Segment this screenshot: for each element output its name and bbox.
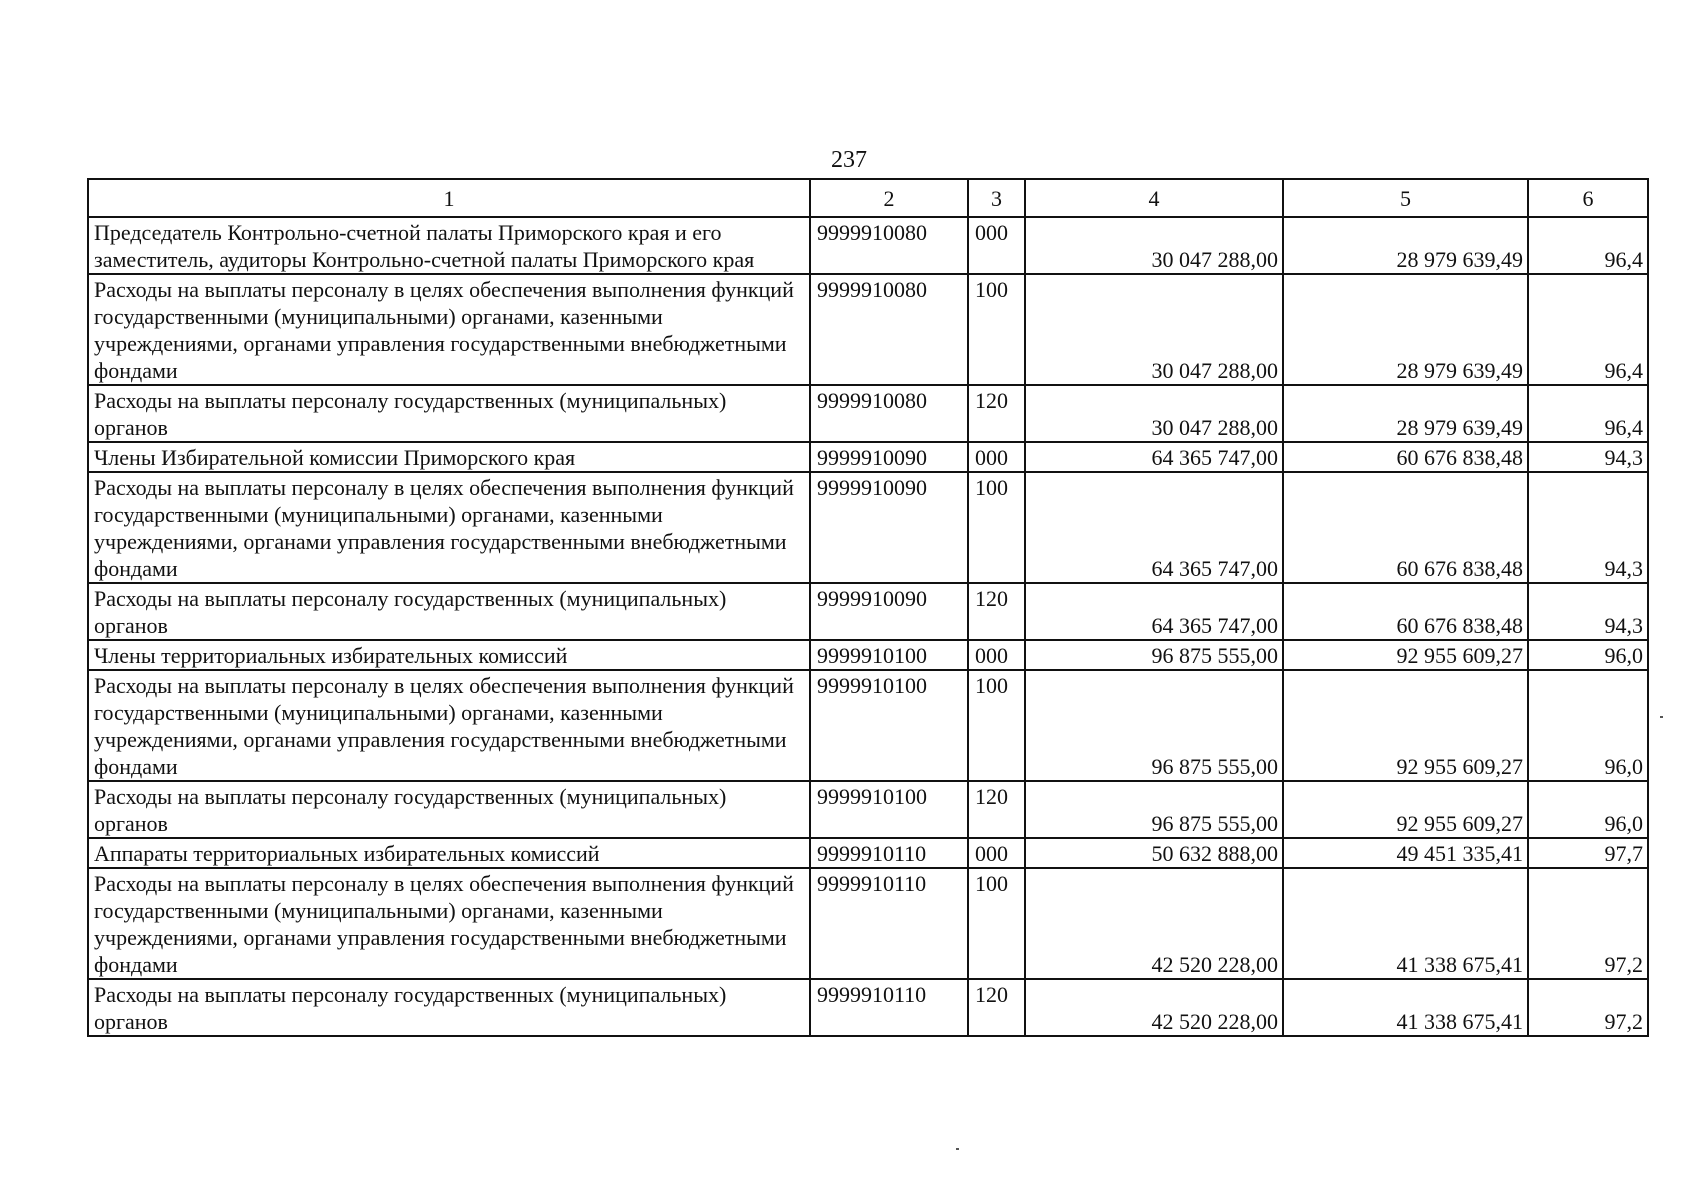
row-percent: 96,0 — [1528, 670, 1648, 781]
row-code: 9999910110 — [810, 979, 968, 1036]
row-code: 9999910110 — [810, 868, 968, 979]
row-plan-amount: 30 047 288,00 — [1025, 385, 1283, 442]
row-name: Расходы на выплаты персоналу в целях обеспечения выполнения функций государственными (муниципальными) органами, казенными учреждениями, органами управления государственными внебюджетными фондами — [88, 670, 810, 781]
row-percent: 96,4 — [1528, 274, 1648, 385]
row-expense-type: 100 — [968, 670, 1025, 781]
row-fact-amount: 92 955 609,27 — [1283, 781, 1528, 838]
row-expense-type: 120 — [968, 583, 1025, 640]
page-number: 237 — [831, 147, 867, 173]
row-plan-amount: 96 875 555,00 — [1025, 670, 1283, 781]
row-fact-amount: 60 676 838,48 — [1283, 442, 1528, 472]
row-percent: 96,0 — [1528, 781, 1648, 838]
row-expense-type: 100 — [968, 472, 1025, 583]
row-name: Расходы на выплаты персоналу государственных (муниципальных) органов — [88, 583, 810, 640]
row-name: Расходы на выплаты персоналу государственных (муниципальных) органов — [88, 781, 810, 838]
row-code: 9999910090 — [810, 442, 968, 472]
row-fact-amount: 41 338 675,41 — [1283, 979, 1528, 1036]
row-code: 9999910100 — [810, 781, 968, 838]
table-row — [88, 217, 1648, 274]
scan-speck — [1660, 716, 1663, 718]
scan-speck — [956, 1148, 959, 1150]
row-code: 9999910090 — [810, 583, 968, 640]
row-name: Расходы на выплаты персоналу государственных (муниципальных) органов — [88, 979, 810, 1036]
row-code: 9999910100 — [810, 640, 968, 670]
row-expense-type: 120 — [968, 979, 1025, 1036]
row-percent: 97,2 — [1528, 868, 1648, 979]
header-col-3: 3 — [968, 179, 1025, 217]
row-expense-type: 100 — [968, 274, 1025, 385]
row-name: Расходы на выплаты персоналу в целях обеспечения выполнения функций государственными (муниципальными) органами, казенными учреждениями, органами управления государственными внебюджетными фондами — [88, 868, 810, 979]
row-name: Аппараты территориальных избирательных комиссий — [88, 838, 810, 868]
row-percent: 96,0 — [1528, 640, 1648, 670]
table-row — [88, 442, 1648, 472]
row-percent: 96,4 — [1528, 385, 1648, 442]
header-row — [88, 179, 1648, 217]
table-row — [88, 583, 1648, 640]
row-fact-amount: 92 955 609,27 — [1283, 670, 1528, 781]
table-row — [88, 472, 1648, 583]
budget-table — [87, 178, 1649, 1037]
row-plan-amount: 42 520 228,00 — [1025, 868, 1283, 979]
table-row — [88, 274, 1648, 385]
row-plan-amount: 42 520 228,00 — [1025, 979, 1283, 1036]
row-code: 9999910090 — [810, 472, 968, 583]
row-expense-type: 000 — [968, 640, 1025, 670]
row-name: Расходы на выплаты персоналу в целях обеспечения выполнения функций государственными (муниципальными) органами, казенными учреждениями, органами управления государственными внебюджетными фондами — [88, 274, 810, 385]
row-percent: 94,3 — [1528, 583, 1648, 640]
row-fact-amount: 28 979 639,49 — [1283, 217, 1528, 274]
row-fact-amount: 28 979 639,49 — [1283, 385, 1528, 442]
table-header — [88, 179, 1648, 217]
row-expense-type: 000 — [968, 838, 1025, 868]
row-percent: 97,2 — [1528, 979, 1648, 1036]
row-percent: 96,4 — [1528, 217, 1648, 274]
table-row — [88, 640, 1648, 670]
row-plan-amount: 64 365 747,00 — [1025, 583, 1283, 640]
row-name: Члены территориальных избирательных комиссий — [88, 640, 810, 670]
row-fact-amount: 49 451 335,41 — [1283, 838, 1528, 868]
row-code: 9999910080 — [810, 385, 968, 442]
row-expense-type: 000 — [968, 217, 1025, 274]
table-row — [88, 385, 1648, 442]
row-fact-amount: 60 676 838,48 — [1283, 472, 1528, 583]
row-percent: 97,7 — [1528, 838, 1648, 868]
table-body — [88, 217, 1648, 1036]
row-code: 9999910080 — [810, 217, 968, 274]
table-row — [88, 868, 1648, 979]
row-plan-amount: 96 875 555,00 — [1025, 640, 1283, 670]
table-row — [88, 670, 1648, 781]
row-code: 9999910100 — [810, 670, 968, 781]
header-col-4: 4 — [1025, 179, 1283, 217]
row-plan-amount: 30 047 288,00 — [1025, 274, 1283, 385]
row-plan-amount: 64 365 747,00 — [1025, 472, 1283, 583]
row-fact-amount: 60 676 838,48 — [1283, 583, 1528, 640]
header-col-6: 6 — [1528, 179, 1648, 217]
header-col-1: 1 — [88, 179, 810, 217]
header-col-5: 5 — [1283, 179, 1528, 217]
row-name: Расходы на выплаты персоналу государственных (муниципальных) органов — [88, 385, 810, 442]
table-row — [88, 838, 1648, 868]
row-expense-type: 120 — [968, 385, 1025, 442]
row-expense-type: 000 — [968, 442, 1025, 472]
row-percent: 94,3 — [1528, 442, 1648, 472]
row-name: Члены Избирательной комиссии Приморского края — [88, 442, 810, 472]
row-fact-amount: 28 979 639,49 — [1283, 274, 1528, 385]
row-plan-amount: 64 365 747,00 — [1025, 442, 1283, 472]
row-name: Председатель Контрольно-счетной палаты Приморского края и его заместитель, аудиторы Контрольно-счетной палаты Приморского края — [88, 217, 810, 274]
row-percent: 94,3 — [1528, 472, 1648, 583]
table-row — [88, 979, 1648, 1036]
header-col-2: 2 — [810, 179, 968, 217]
row-fact-amount: 41 338 675,41 — [1283, 868, 1528, 979]
row-plan-amount: 50 632 888,00 — [1025, 838, 1283, 868]
row-code: 9999910080 — [810, 274, 968, 385]
row-code: 9999910110 — [810, 838, 968, 868]
row-expense-type: 100 — [968, 868, 1025, 979]
row-plan-amount: 96 875 555,00 — [1025, 781, 1283, 838]
table-row — [88, 781, 1648, 838]
row-fact-amount: 92 955 609,27 — [1283, 640, 1528, 670]
row-name: Расходы на выплаты персоналу в целях обеспечения выполнения функций государственными (муниципальными) органами, казенными учреждениями, органами управления государственными внебюджетными фондами — [88, 472, 810, 583]
row-plan-amount: 30 047 288,00 — [1025, 217, 1283, 274]
row-expense-type: 120 — [968, 781, 1025, 838]
